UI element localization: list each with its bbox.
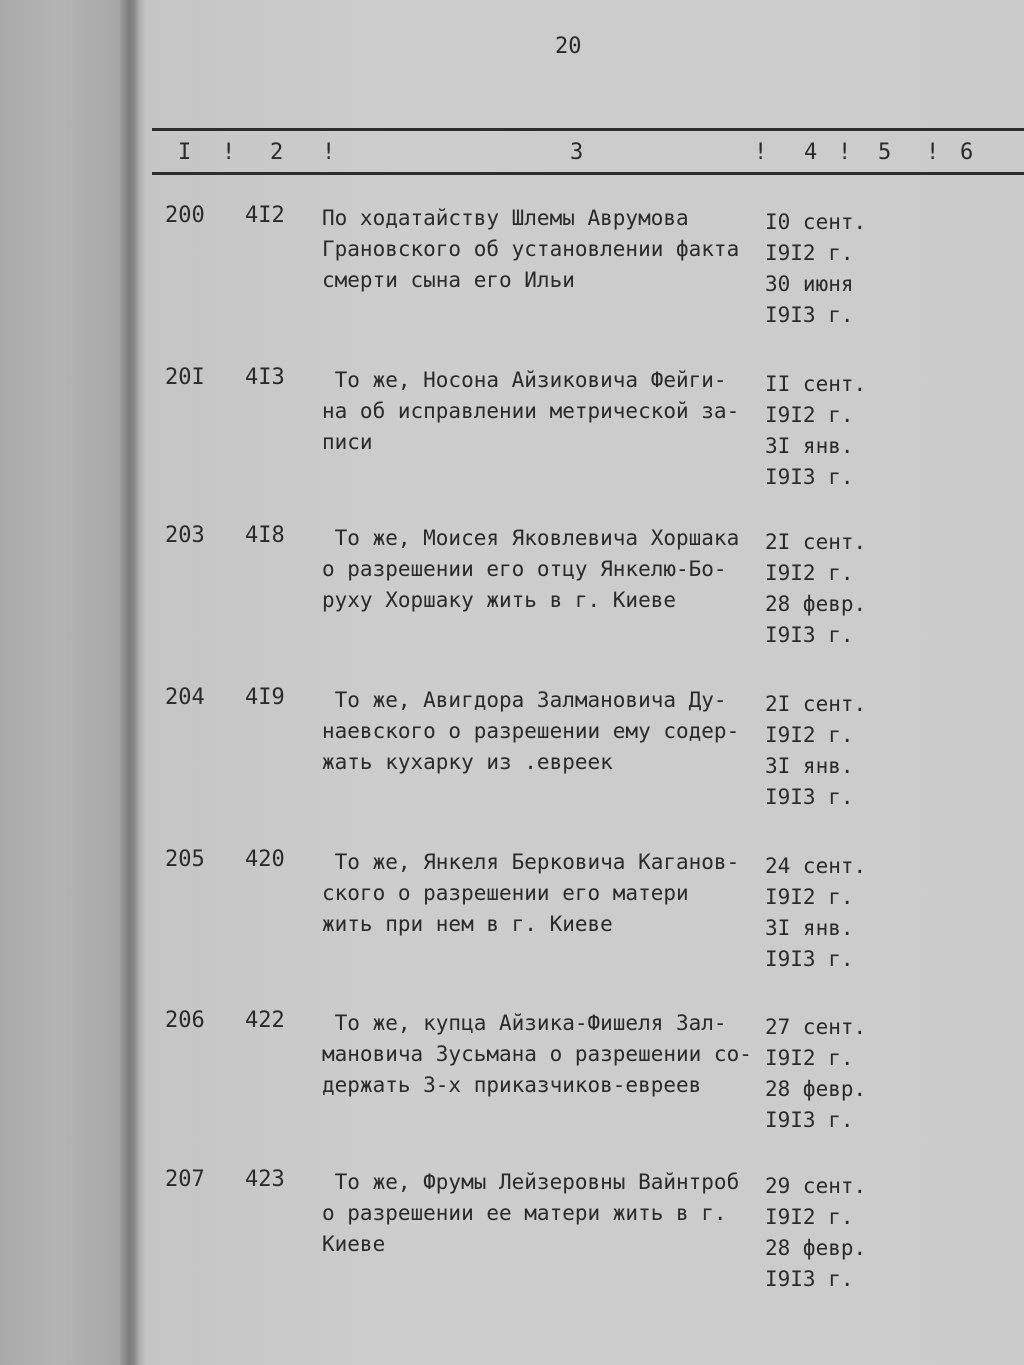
row-file-code: 4I2 xyxy=(245,203,285,228)
row-number: 200 xyxy=(165,203,205,228)
table-header-rule xyxy=(152,172,1024,175)
date-line: I9I2 г. xyxy=(765,1046,854,1070)
date-line: 30 июня xyxy=(765,272,854,296)
date-line: 3I янв. xyxy=(765,754,854,778)
row-number: 203 xyxy=(165,523,205,548)
col-header-4: 4 xyxy=(804,140,818,165)
row-dates xyxy=(765,1171,866,1295)
row-file-code: 4I9 xyxy=(245,685,285,710)
row-description xyxy=(322,1167,760,1260)
date-line: I9I3 г. xyxy=(765,1108,854,1132)
row-description xyxy=(322,523,760,616)
description-line: руху Хоршаку жить в г. Киеве xyxy=(322,588,677,612)
date-line: II сент. xyxy=(765,372,867,396)
table-row xyxy=(0,365,1024,525)
col-header-3: 3 xyxy=(570,140,584,165)
row-description xyxy=(322,1008,760,1101)
date-line: I9I3 г. xyxy=(765,947,854,971)
col-header-2: 2 xyxy=(270,140,284,165)
row-description xyxy=(322,685,760,778)
date-line: I9I2 г. xyxy=(765,403,854,427)
row-number: 20I xyxy=(165,365,205,390)
col-header-sep: ! xyxy=(754,140,768,165)
row-file-code: 423 xyxy=(245,1167,285,1192)
row-description xyxy=(322,203,760,296)
col-header-sep: ! xyxy=(926,140,940,165)
col-header-1: I xyxy=(178,140,192,165)
col-header-sep: ! xyxy=(838,140,852,165)
table-row xyxy=(0,847,1024,1007)
col-header-6: 6 xyxy=(960,140,974,165)
row-dates xyxy=(765,527,866,651)
table-row xyxy=(0,1167,1024,1327)
row-number: 206 xyxy=(165,1008,205,1033)
date-line: I9I2 г. xyxy=(765,1205,854,1229)
description-line: писи xyxy=(322,430,373,454)
table-row xyxy=(0,1008,1024,1168)
page-number: 20 xyxy=(555,34,582,59)
table-top-rule xyxy=(152,128,1024,131)
description-line: То же, Носона Айзиковича Фейги- xyxy=(322,368,727,392)
date-line: I0 сент. xyxy=(765,210,867,234)
description-line: То же, Авигдора Залмановича Ду- xyxy=(322,688,727,712)
date-line: 28 февр. xyxy=(765,592,867,616)
date-line: I9I3 г. xyxy=(765,785,854,809)
description-line: смерти сына его Ильи xyxy=(322,268,575,292)
table-row xyxy=(0,685,1024,845)
row-file-code: 4I8 xyxy=(245,523,285,548)
date-line: 29 сент. xyxy=(765,1174,867,1198)
description-line: То же, Фрумы Лейзеровны Вайнтроб xyxy=(322,1170,740,1194)
date-line: I9I3 г. xyxy=(765,465,854,489)
row-file-code: 4I3 xyxy=(245,365,285,390)
description-line: Грановского об установлении факта xyxy=(322,237,740,261)
date-line: I9I2 г. xyxy=(765,241,854,265)
table-row xyxy=(0,203,1024,363)
description-line: То же, Янкеля Берковича Каганов- xyxy=(322,850,740,874)
date-line: I9I2 г. xyxy=(765,723,854,747)
description-line: жать кухарку из .евреек xyxy=(322,750,613,774)
date-line: 2I сент. xyxy=(765,530,867,554)
date-line: I9I3 г. xyxy=(765,1267,854,1291)
date-line: 3I янв. xyxy=(765,916,854,940)
row-file-code: 422 xyxy=(245,1008,285,1033)
description-line: жить при нем в г. Киеве xyxy=(322,912,613,936)
date-line: I9I3 г. xyxy=(765,623,854,647)
date-line: 24 сент. xyxy=(765,854,867,878)
date-line: 28 февр. xyxy=(765,1077,867,1101)
date-line: I9I2 г. xyxy=(765,561,854,585)
date-line: 27 сент. xyxy=(765,1015,867,1039)
row-dates xyxy=(765,1012,866,1136)
col-header-5: 5 xyxy=(878,140,892,165)
date-line: 3I янв. xyxy=(765,434,854,458)
row-dates xyxy=(765,689,866,813)
row-dates xyxy=(765,207,866,331)
description-line: Киеве xyxy=(322,1232,386,1256)
row-description xyxy=(322,847,760,940)
table-row xyxy=(0,523,1024,683)
date-line: I9I3 г. xyxy=(765,303,854,327)
date-line: I9I2 г. xyxy=(765,885,854,909)
row-file-code: 420 xyxy=(245,847,285,872)
description-line: на об исправлении метрической за- xyxy=(322,399,740,423)
row-dates xyxy=(765,851,866,975)
date-line: 2I сент. xyxy=(765,692,867,716)
description-line: мановича Зусьмана о разрешении со- xyxy=(322,1042,752,1066)
row-number: 207 xyxy=(165,1167,205,1192)
description-line: То же, Моисея Яковлевича Хоршака xyxy=(322,526,740,550)
description-line: То же, купца Айзика-Фишеля Зал- xyxy=(322,1011,727,1035)
row-description xyxy=(322,365,760,458)
description-line: о разрешении его отцу Янкелю-Бо- xyxy=(322,557,727,581)
description-line: держать 3-х приказчиков-евреев xyxy=(322,1073,702,1097)
description-line: наевского о разрешении ему содер- xyxy=(322,719,740,743)
col-header-sep: ! xyxy=(222,140,236,165)
description-line: ского о разрешении его матери xyxy=(322,881,689,905)
description-line: По ходатайству Шлемы Аврумова xyxy=(322,206,689,230)
date-line: 28 февр. xyxy=(765,1236,867,1260)
row-number: 205 xyxy=(165,847,205,872)
row-number: 204 xyxy=(165,685,205,710)
row-dates xyxy=(765,369,866,493)
description-line: о разрешении ее матери жить в г. xyxy=(322,1201,727,1225)
col-header-sep: ! xyxy=(322,140,336,165)
